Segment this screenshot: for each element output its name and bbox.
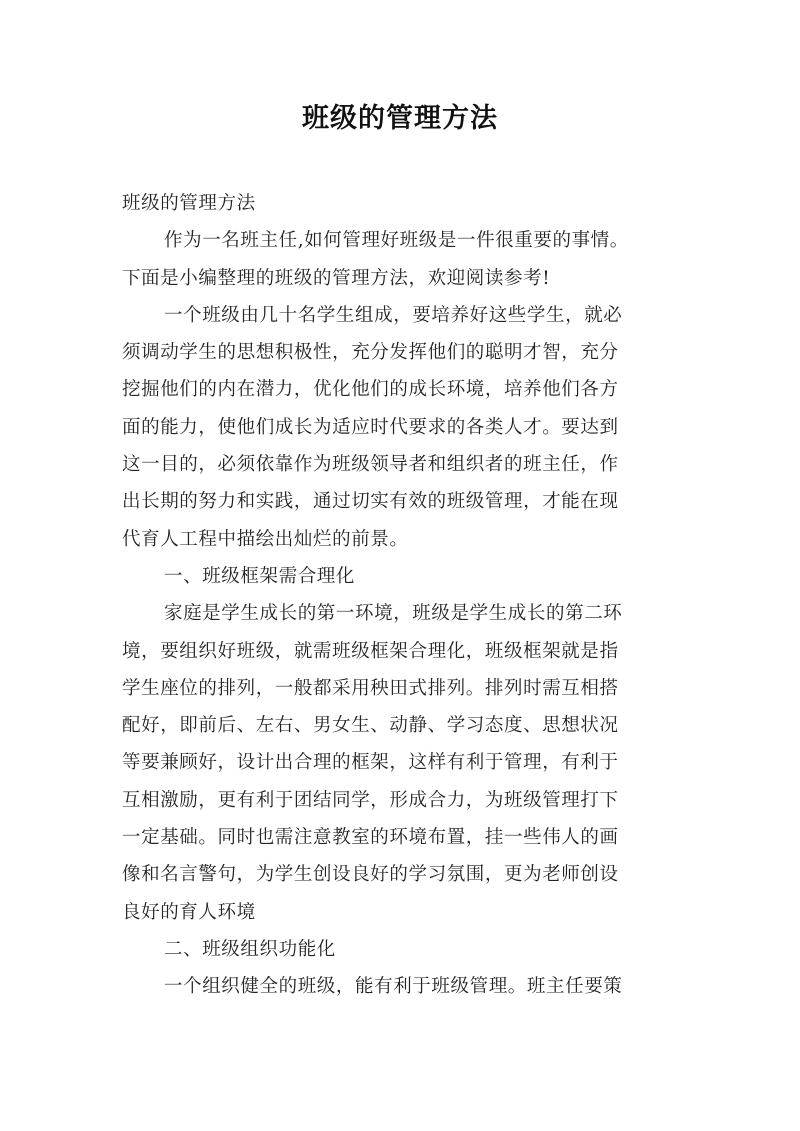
section-heading: 二、班级组织功能化 — [164, 938, 336, 960]
body-line: 一定基础。同时也需注意教室的环境布置，挂一些伟人的画 — [122, 827, 619, 849]
body-line: 良好的育人环境 — [122, 901, 256, 923]
section-heading: 一、班级框架需合理化 — [164, 565, 356, 587]
body-line: 挖掘他们的内在潜力，优化他们的成长环境，培养他们各方 — [122, 379, 619, 401]
body-line: 面的能力，使他们成长为适应时代要求的各类人才。要达到 — [122, 416, 619, 438]
document-body — [122, 185, 688, 1006]
body-line: 家庭是学生成长的第一环境，班级是学生成长的第二环 — [164, 603, 623, 625]
body-line: 下面是小编整理的班级的管理方法，欢迎阅读参考! — [122, 267, 551, 289]
body-line: 出长期的努力和实践，通过切实有效的班级管理，才能在现 — [122, 491, 619, 513]
body-line: 学生座位的排列，一般都采用秧田式排列。排列时需互相搭 — [122, 677, 619, 699]
body-line: 互相激励，更有利于团结同学，形成合力，为班级管理打下 — [122, 789, 619, 811]
body-line: 等要兼顾好，设计出合理的框架，这样有利于管理，有利于 — [122, 752, 619, 774]
document-title: 班级的管理方法 — [302, 103, 498, 134]
body-line: 这一目的，必须依靠作为班级领导者和组织者的班主任，作 — [122, 454, 619, 476]
body-line: 一个班级由几十名学生组成，要培养好这些学生，就必 — [164, 304, 623, 326]
body-line: 班级的管理方法 — [122, 193, 256, 214]
body-line: 代育人工程中描绘出灿烂的前景。 — [122, 528, 409, 550]
body-line: 像和名言警句，为学生创设良好的学习氛围，更为老师创设 — [122, 864, 619, 886]
body-line: 一个组织健全的班级，能有利于班级管理。班主任要策 — [164, 976, 623, 998]
body-line: 配好，即前后、左右、男女生、动静、学习态度、思想状况 — [122, 715, 619, 737]
body-line: 境，要组织好班级，就需班级框架合理化，班级框架就是指 — [122, 640, 619, 662]
body-line: 须调动学生的思想积极性，充分发挥他们的聪明才智，充分 — [122, 342, 619, 364]
body-line: 作为一名班主任,如何管理好班级是一件很重要的事情。 — [164, 230, 629, 252]
